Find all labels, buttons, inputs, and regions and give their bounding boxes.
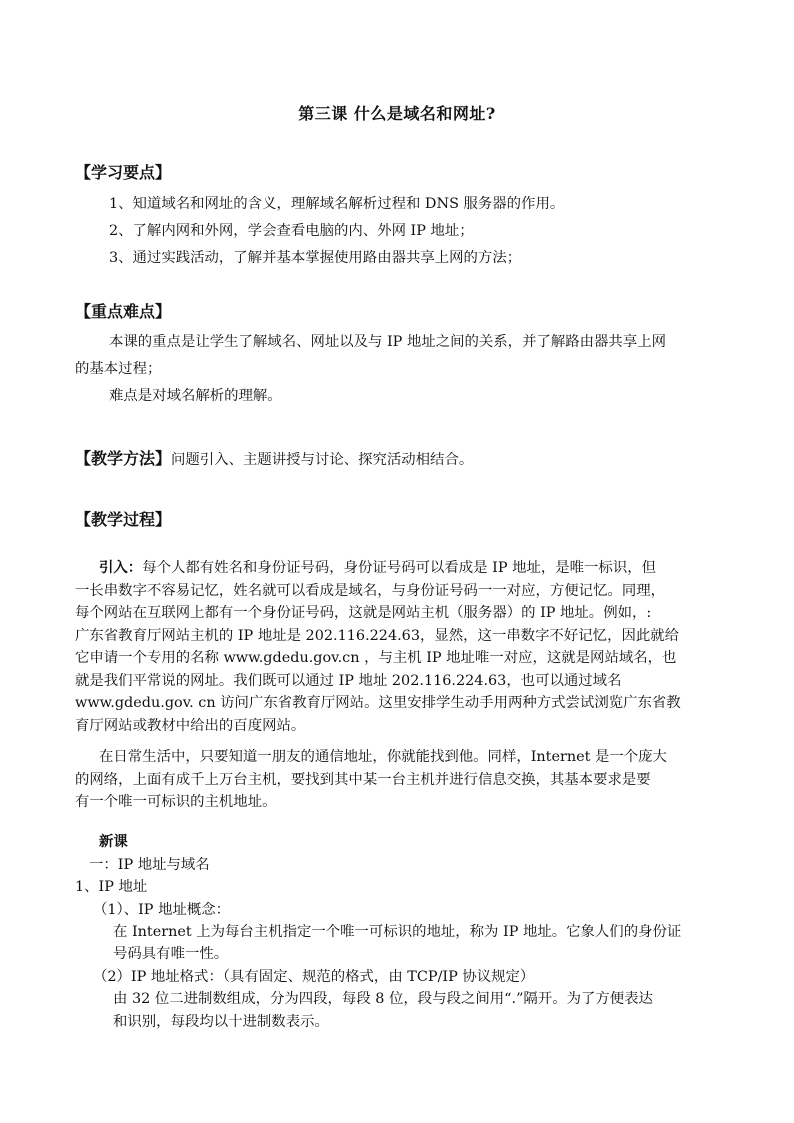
- item-label: （2）IP 地址格式：（具有固定、规范的格式，由 TCP/IP 协议规定）: [93, 969, 535, 985]
- key-points-text: 本课的重点是让学生了解域名、网址以及与 IP 地址之间的关系，并了解路由器共享上网: [109, 334, 666, 350]
- paragraph-line: 在日常生活中，只要知道一朋友的通信地址，你就能找到他。同样，Internet 是一个庞大: [99, 749, 667, 765]
- intro-line: 广东省教育厅网站主机的 IP 地址是 202.116.224.63，显然，这一串数字不好记忆，因此就给: [75, 628, 680, 644]
- intro-line: www.gdedu.gov. cn 访问广东省教育厅网站。这里安排学生动手用两种方式尝试浏览广东省教: [75, 695, 681, 711]
- intro-line: 每个网站在互联网上都有一个身份证号码，这就是网站主机（服务器）的 IP 地址。例如，:: [75, 605, 652, 621]
- key-points-text: 的基本过程；: [75, 361, 162, 377]
- lesson-title: 第三课 什么是域名和网址?: [298, 104, 496, 123]
- item-text: 由 32 位二进制数组成，分为四段，每段 8 位，段与段之间用“.”隔开。为了方便表达: [113, 991, 653, 1007]
- item-label: （1）、IP 地址概念：: [93, 902, 231, 918]
- learning-point-item: 3、通过实践活动，了解并基本掌握使用路由器共享上网的方法；: [109, 250, 522, 266]
- learning-point-item: 1、知道域名和网址的含义，理解域名解析过程和 DNS 服务器的作用。: [109, 196, 565, 212]
- item-text: 和识别，每段均以十进制数表示。: [113, 1014, 329, 1030]
- teaching-methods-text: 问题引入、主题讲授与讨论、探究活动相结合。: [171, 452, 474, 468]
- key-points-heading: 【重点难点】: [75, 302, 172, 321]
- new-lesson-label: 新课: [99, 833, 128, 850]
- teaching-methods: [75, 449, 473, 470]
- intro-line: 它申请一个专用的名称 www.gdedu.gov.cn ，与主机 IP 地址唯一对应，这就是网站域名，也: [75, 650, 677, 666]
- teaching-methods-heading: 【教学方法】: [75, 449, 172, 468]
- learning-point-item: 2、了解内网和外网，学会查看电脑的内、外网 IP 地址；: [109, 223, 474, 239]
- paragraph-line: 有一个唯一可标识的主机地址。: [75, 794, 277, 810]
- intro-line: 就是我们平常说的网址。我们既可以通过 IP 地址 202.116.224.63，也可以通过域名: [75, 673, 622, 689]
- item-text: 号码具有唯一性。: [113, 946, 229, 962]
- intro-label: 引入：: [99, 559, 143, 576]
- subsection-heading: 1、IP 地址: [75, 879, 148, 895]
- intro-line: 引入：每个人都有姓名和身份证号码，身份证号码可以看成是 IP 地址，是唯一标识，但: [99, 559, 656, 576]
- teaching-process-heading: 【教学过程】: [75, 510, 172, 529]
- item-text: 在 Internet 上为每台主机指定一个唯一可标识的地址，称为 IP 地址。它象人们的身份证: [113, 924, 682, 940]
- difficult-point-text: 难点是对域名解析的理解。: [109, 388, 282, 404]
- intro-line: 一长串数字不容易记忆，姓名就可以看成是域名，与身份证号码一一对应，方便记忆。同理，: [75, 583, 666, 599]
- section-heading: 一：IP 地址与域名: [89, 857, 210, 873]
- paragraph-line: 的网络，上面有成千上万台主机，要找到其中某一台主机并进行信息交换，其基本要求是要: [75, 772, 651, 788]
- learning-points-heading: 【学习要点】: [75, 163, 172, 182]
- intro-line: 育厅网站或教材中给出的百度网站。: [75, 718, 306, 734]
